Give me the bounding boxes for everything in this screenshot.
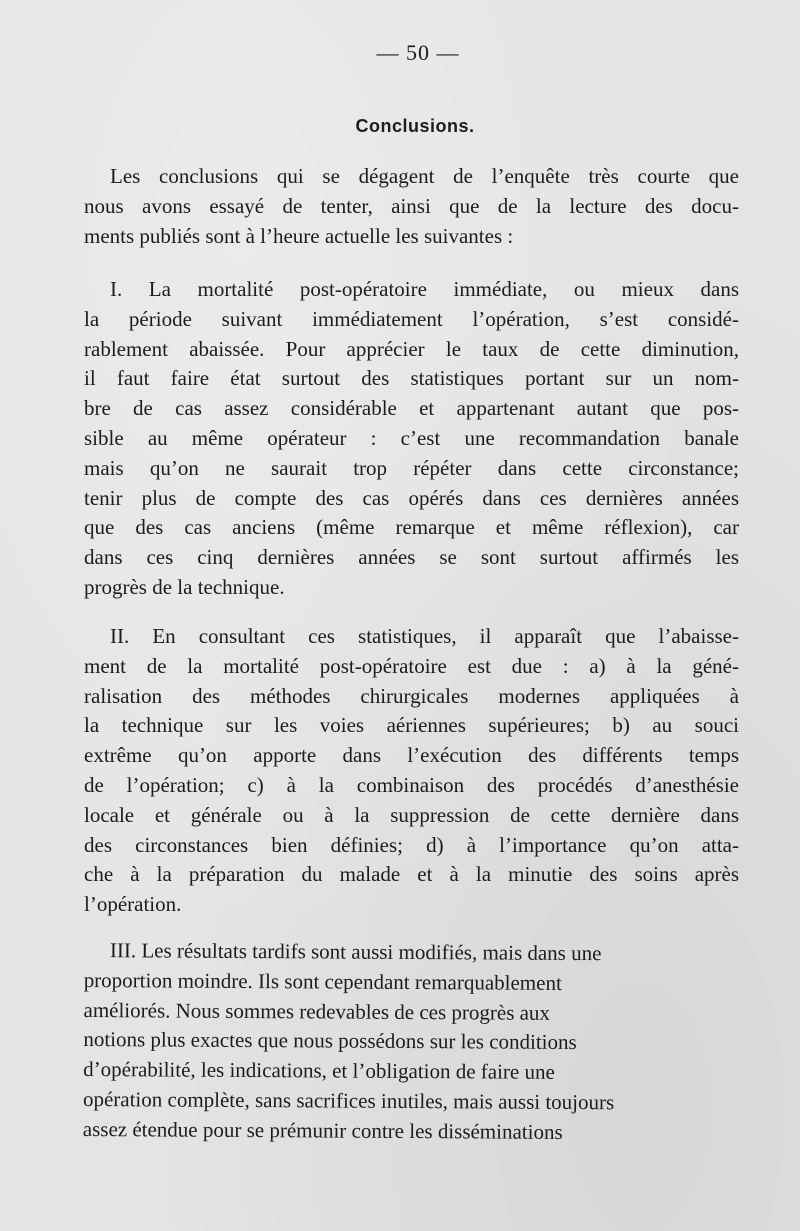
text-line: il faut faire état surtout des statistiques portant sur un nom- bbox=[84, 366, 739, 391]
text-line: ralisation des méthodes chirurgicales modernes appliquées à bbox=[84, 683, 739, 708]
text-line: sible au même opérateur : c’est une recommandation banale bbox=[84, 425, 739, 450]
paragraph-point-1 bbox=[84, 275, 739, 603]
text-line: Les conclusions qui se dégagent de l’enquête très courte que bbox=[110, 164, 739, 188]
text-line: I. La mortalité post-opératoire immédiate, ou mieux dans bbox=[110, 277, 739, 301]
text-line: extrême qu’on apporte dans l’exécution des différents temps bbox=[84, 743, 739, 768]
text-line: ment de la mortalité post-opératoire est due : a) à la géné- bbox=[84, 653, 739, 678]
text-line: nous avons essayé de tenter, ainsi que de la lecture des docu- bbox=[84, 193, 739, 218]
text-line: dans ces cinq dernières années se sont surtout affirmés les bbox=[84, 545, 739, 570]
text-line: la technique sur les voies aériennes supérieures; b) au souci bbox=[84, 713, 739, 738]
text-line: la période suivant immédiatement l’opération, s’est considé- bbox=[84, 306, 739, 331]
text-line: II. En consultant ces statistiques, il apparaît que l’abaisse- bbox=[110, 624, 739, 648]
text-line: ments publiés sont à l’heure actuelle les suivantes : bbox=[84, 223, 514, 248]
text-line: III. Les résultats tardifs sont aussi modifiés, mais dans une bbox=[109, 938, 602, 966]
text-line: notions plus exactes que nous possédons sur les conditions bbox=[83, 1027, 577, 1055]
paragraph-point-3 bbox=[83, 936, 739, 1149]
section-heading: Conclusions. bbox=[355, 116, 475, 136]
text-line: opération complète, sans sacrifices inutiles, mais aussi toujours bbox=[82, 1086, 615, 1115]
text-line: tenir plus de compte des cas opérés dans ces dernières années bbox=[84, 485, 739, 510]
text-line: d’opérabilité, les indications, et l’obligation de faire une bbox=[83, 1057, 555, 1085]
text-line: locale et générale ou à la suppression de cette dernière dans bbox=[84, 802, 739, 827]
text-line: assez étendue pour se prémunir contre les disséminations bbox=[82, 1116, 563, 1144]
text-line: l’opération. bbox=[84, 892, 182, 917]
page-number: — 50 — bbox=[376, 40, 460, 65]
paragraph-point-2 bbox=[84, 622, 739, 920]
text-line: des circonstances bien définies; d) à l’importance qu’on atta- bbox=[84, 832, 739, 857]
text-line: bre de cas assez considérable et appartenant autant que pos- bbox=[84, 396, 739, 421]
text-line: améliorés. Nous sommes redevables de ces progrès aux bbox=[83, 997, 551, 1025]
text-line: rablement abaissée. Pour apprécier le taux de cette diminution, bbox=[84, 336, 739, 361]
text-line: de l’opération; c) à la combinaison des procédés d’anesthésie bbox=[84, 772, 739, 797]
text-line: proportion moindre. Ils sont cependant remarquablement bbox=[83, 967, 562, 995]
text-line: che à la préparation du malade et à la minutie des soins après bbox=[84, 862, 739, 887]
text-line: progrès de la technique. bbox=[84, 574, 285, 599]
text-line: mais qu’on ne saurait trop répéter dans cette circonstance; bbox=[84, 455, 739, 480]
text-line: que des cas anciens (même remarque et même réflexion), car bbox=[84, 515, 739, 540]
paragraph-intro bbox=[84, 162, 739, 251]
